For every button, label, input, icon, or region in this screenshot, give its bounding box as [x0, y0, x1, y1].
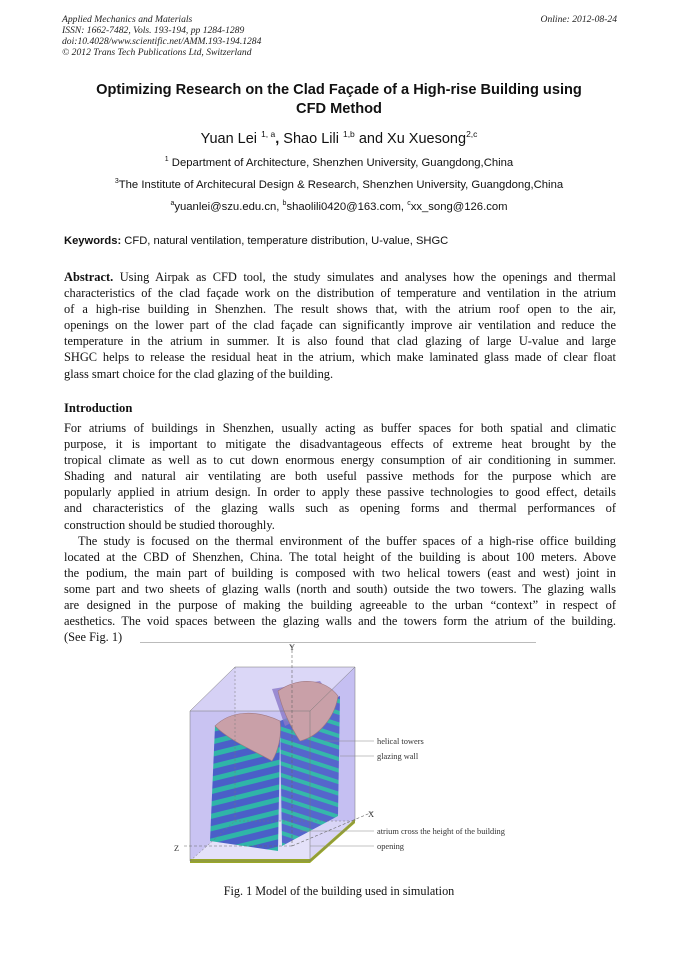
- intro-line: are designed in the purpose of making the building agreeable to the urban “context” in respect of: [64, 598, 616, 613]
- abstract-label: Abstract.: [64, 270, 114, 284]
- online-date: Online: 2012-08-24: [540, 14, 617, 25]
- title-line-1: Optimizing Research on the Clad Façade of a High-rise Building using: [96, 82, 582, 98]
- abstract-line: Using Airpak as CFD tool, the study simulates and analyses how the openings and thermal: [113, 270, 616, 284]
- figure-caption: Fig. 1 Model of the building used in simulation: [223, 884, 455, 898]
- email-b-sup: b: [282, 200, 287, 207]
- intro-line: located at the CBD of Shenzhen, China. The total height of the building is about 100 meters. Above: [64, 549, 616, 564]
- intro-line: the podium, the main part of building is composed with two helical towers (east and west) joint in: [64, 565, 616, 580]
- abstract-line: openings on the lower part of the clad façade can significantly improve air ventilation and reduce the: [64, 318, 616, 333]
- author-3-sup: 2,c: [466, 129, 478, 139]
- paper-title: [40, 81, 638, 119]
- email-b: shaolili0420@163.com,: [286, 201, 408, 213]
- intro-line: For atriums of buildings in Shenzhen, usually acting as buffer spaces for both spatial and climatic: [64, 421, 616, 435]
- intro-line: some part and two sheets of glazing walls (north and south) outside the two towers. The glazing walls: [64, 581, 616, 596]
- x-axis-label: X: [368, 810, 375, 819]
- label-glazing-wall: glazing wall: [377, 752, 419, 761]
- abstract: [64, 269, 616, 382]
- label-atrium: atrium cross the height of the building: [377, 827, 505, 836]
- email-c: xx_song@126.com: [410, 201, 508, 213]
- section-heading-introduction: Introduction: [64, 401, 133, 415]
- author-3: Xu Xuesong: [387, 131, 467, 147]
- author-2-sup: 1,b: [342, 129, 355, 139]
- z-axis-label: Z: [174, 844, 180, 853]
- journal-header: [62, 14, 617, 58]
- email-list: [40, 200, 638, 213]
- intro-line: The study is focused on the thermal environment of the buffer spaces of a high-rise office building: [78, 533, 616, 548]
- author-1: Yuan Lei: [200, 131, 258, 147]
- intro-line: Shading and natural air ventilating are both useful passive methods for the purpose which are: [64, 469, 616, 484]
- intro-line: tropical climate as well as to cut down enormous energy consumption of air conditioning in summer.: [64, 453, 616, 468]
- abstract-line: characteristics of the clad façade work on the distribution of temperature and ventilation in the atrium: [64, 286, 616, 301]
- label-helical-towers: helical towers: [377, 737, 424, 746]
- keywords: [64, 235, 624, 247]
- label-opening: opening: [377, 842, 404, 851]
- intro-line: aesthetics. The void spaces between the glazing walls and the towers form the atrium of the building.: [64, 614, 616, 629]
- keywords-text: CFD, natural ventilation, temperature distribution, U-value, SHGC: [121, 235, 449, 247]
- affiliation-1: [40, 156, 638, 169]
- author-separator: ,: [275, 131, 280, 147]
- intro-line: (See Fig. 1): [64, 630, 123, 645]
- author-1-sup: 1, a: [261, 129, 276, 139]
- keywords-label: Keywords:: [64, 235, 122, 247]
- title-line-2: CFD Method: [296, 101, 382, 117]
- journal-name: Applied Mechanics and Materials: [62, 14, 193, 25]
- doi-line: doi:10.4028/www.scientific.net/AMM.193-194.1284: [62, 36, 262, 47]
- intro-line: and characteristics of the glazing walls such as opening forms and thermal performances of: [64, 501, 616, 516]
- email-c-sup: c: [407, 200, 411, 207]
- author-and: and: [354, 131, 388, 147]
- affiliation-2: [40, 178, 638, 191]
- affiliation-2-text: The Institute of Architecural Design & Research, Shenzhen University, Guangdong,China: [118, 179, 564, 191]
- abstract-line: SHGC helps to release the residual heat in the atrium, which make laminated glass made of clear float: [64, 350, 616, 365]
- affiliation-2-sup: 3: [114, 178, 119, 185]
- intro-paragraph-1: [64, 420, 616, 645]
- email-a: yuanlei@szu.edu.cn,: [174, 201, 283, 213]
- abstract-line: glass smart choice for the clad glazing of the building.: [64, 366, 334, 381]
- author-2: Shao Lili: [279, 131, 339, 147]
- intro-line: popularly applied in atrium design. In order to apply these passive technologies to good effect, details: [64, 485, 616, 500]
- y-axis-label: Y: [289, 643, 296, 652]
- abstract-line: temperature in the atrium in summer. It is also found that clad glazing of large U-value and large: [64, 334, 616, 349]
- author-list: [40, 129, 638, 147]
- building-model-figure: [160, 641, 530, 871]
- abstract-line: of a high-rise building in Shenzhen. The result shows that, with the atrium roof open to the air,: [64, 302, 616, 317]
- email-a-sup: a: [170, 200, 175, 207]
- affiliation-1-text: Department of Architecture, Shenzhen University, Guangdong,China: [168, 157, 514, 169]
- intro-line: construction should be studied thoroughly.: [64, 517, 275, 532]
- issn-line: ISSN: 1662-7482, Vols. 193-194, pp 1284-1289: [62, 25, 245, 36]
- copyright-line: © 2012 Trans Tech Publications Ltd, Switzerland: [62, 47, 252, 58]
- affiliation-1-sup: 1: [164, 156, 169, 163]
- intro-line: purpose, it is important to mitigate the disadvantageous effects of extreme heat brought by the: [64, 437, 616, 452]
